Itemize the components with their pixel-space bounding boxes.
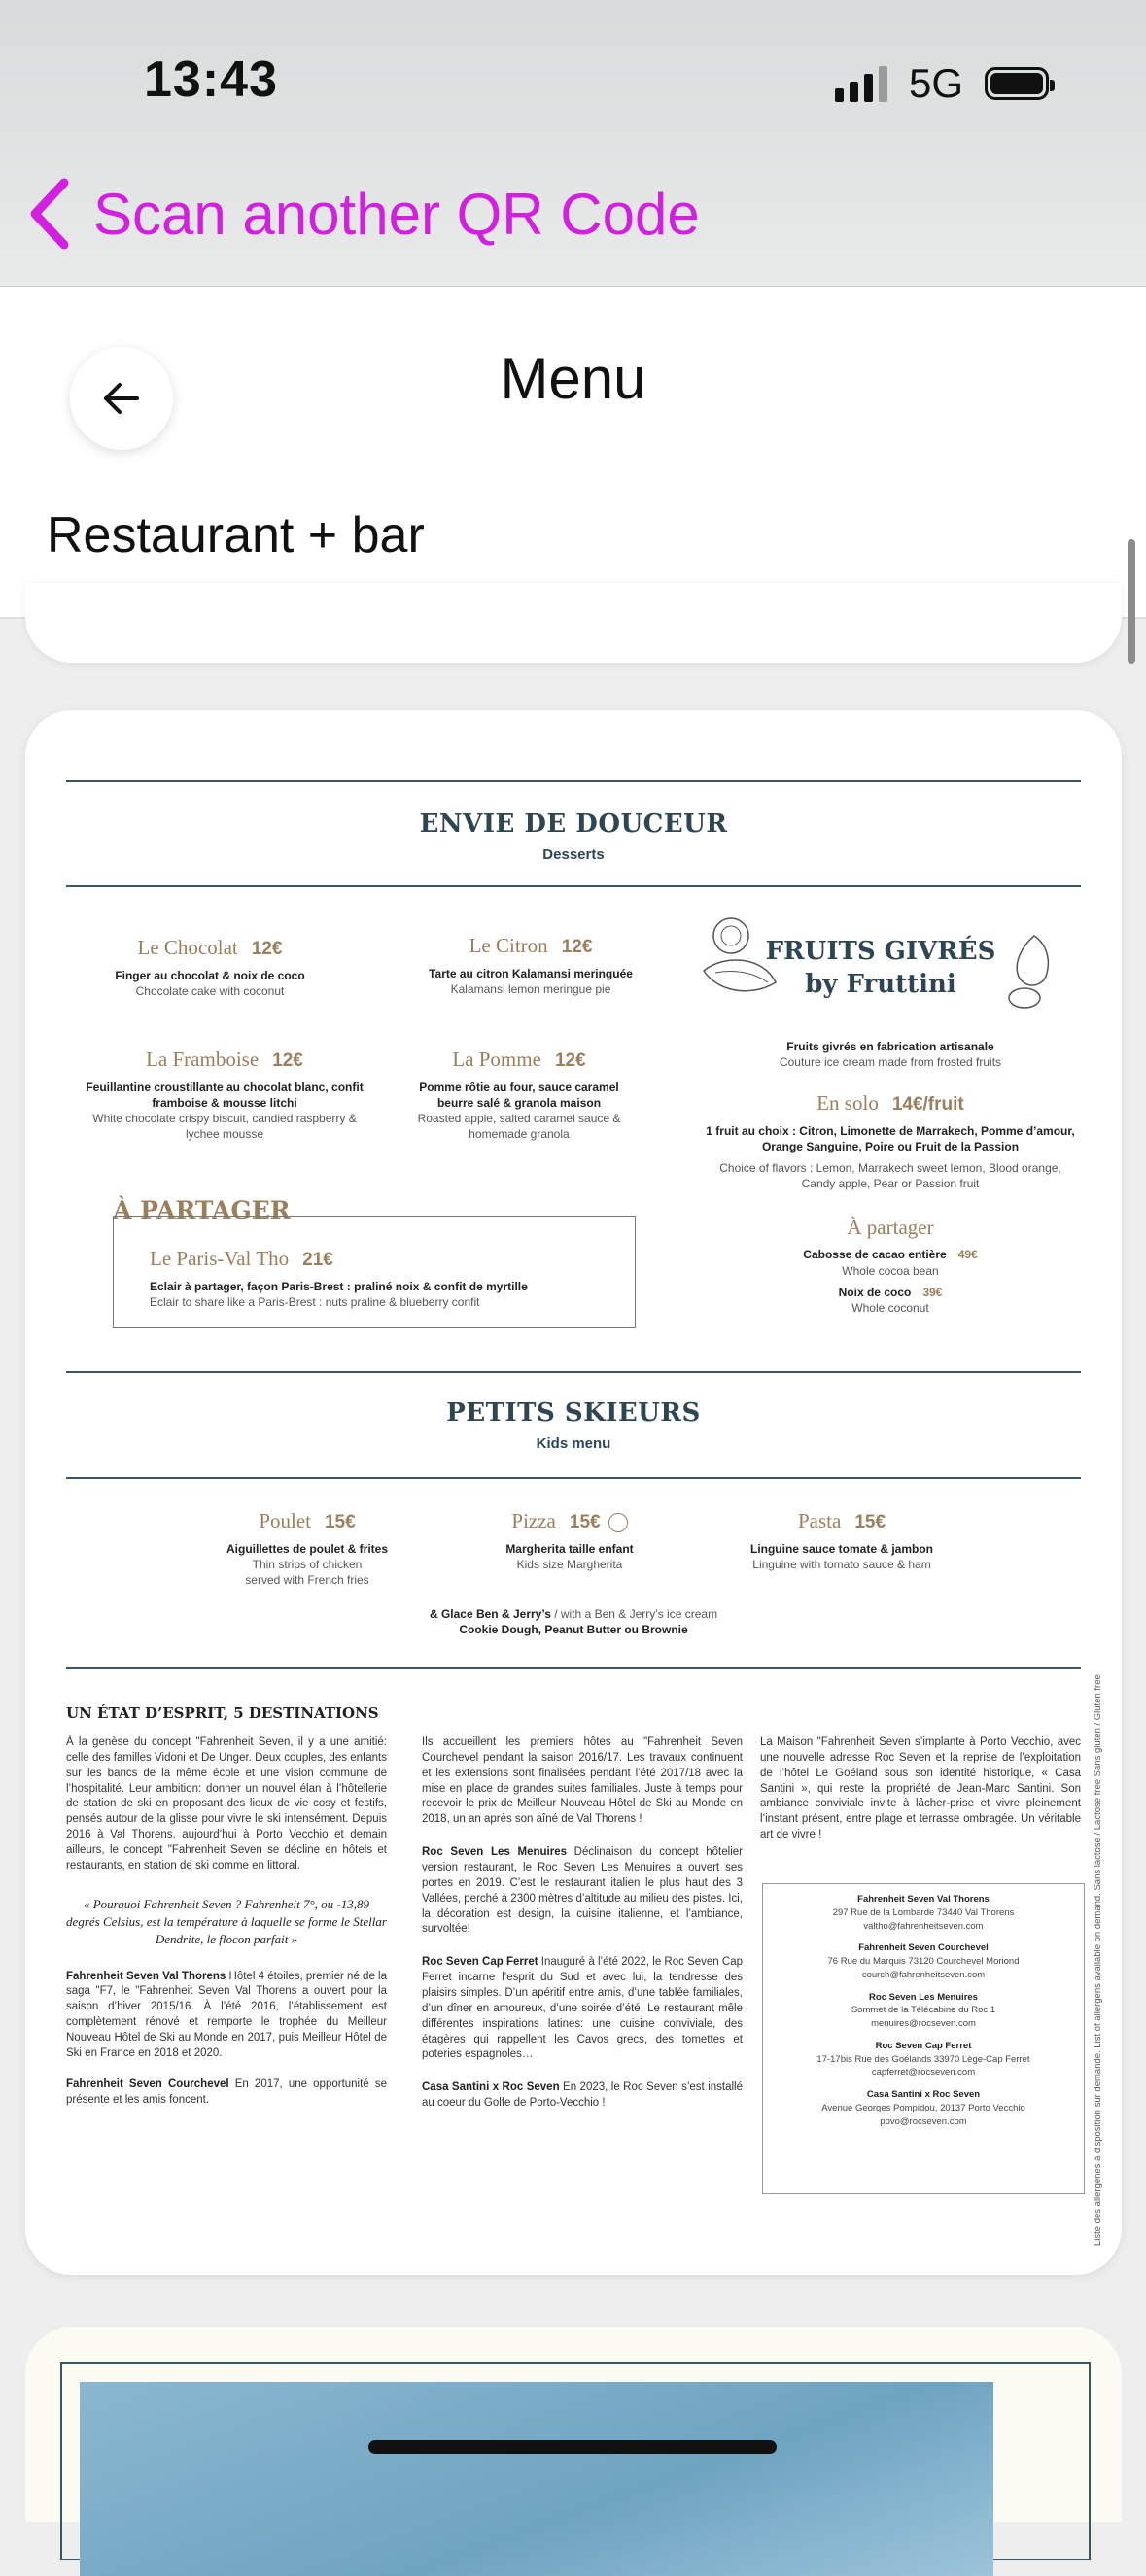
share-item-en: Whole cocoa bean <box>842 1263 939 1278</box>
dessert-fr: Finger au chocolat & noix de coco <box>115 968 305 982</box>
about-text: Hôtel 4 étoiles, premier né de la saga "F7, le "Fahrenheit Seven Val Thorens a ouvert pour la saison d’hiver 2015/16. À l’été 2016, l’établissement est complètement rénové et remporte le trophée du Meilleur Nouveau Hôtel de Ski au Monde en 2017, puis Meilleur Hôtel de Ski en France en 2018 et 2020. <box>66 1970 388 2059</box>
dessert-price: 12€ <box>554 1050 586 1071</box>
divider <box>66 780 1081 782</box>
kids-price: 15€ <box>569 1512 601 1532</box>
sharing-name: Le Paris-Val Tho <box>150 1247 290 1270</box>
desserts-subtitle: Desserts <box>542 846 605 863</box>
share-item-price: 49€ <box>957 1248 978 1262</box>
dessert-fr: Feuillantine croustillante au chocolat blanc, confit framboise & mousse litchi <box>86 1080 364 1110</box>
divider <box>66 1371 1081 1373</box>
fruits-share <box>745 1214 1036 1316</box>
vegetarian-icon <box>608 1513 628 1532</box>
status-indicators <box>835 60 1049 107</box>
kids-fr: Aiguillettes de poulet & frites <box>226 1541 389 1556</box>
sharing-price: 21€ <box>302 1250 333 1270</box>
kids-price: 15€ <box>324 1512 356 1532</box>
app-header <box>0 287 1146 619</box>
dessert-price: 12€ <box>561 937 593 957</box>
share-item-en: Whole coconut <box>851 1300 929 1315</box>
about-text: Inauguré à l’été 2022, le Roc Seven Cap Ferret incarne l’esprit du Sud et avec lui, la tendresse des plaisirs simples. D’un apéritif entre amis, d’une tablée familiales, d’un dîner en amoureux, d’une soirée d’été. Le restaurant mêle différentes inspirations latines: une cuisine conviviale, des étagères qui rappellent les Cavos grecs, des tomettes et poteries espagnoles… <box>422 1956 744 2061</box>
fruits-solo <box>706 1089 1075 1191</box>
divider <box>66 1667 1081 1669</box>
share-item-name: Cabosse de cacao entière <box>803 1248 947 1262</box>
kids-ice-cream <box>317 1606 830 1637</box>
desserts-title: ENVIE DE DOUCEUR <box>419 809 728 839</box>
about-column-3 <box>760 1735 1081 1843</box>
address-name: Roc Seven Cap Ferret <box>875 2040 972 2051</box>
fruits-en: Couture ice cream made from frosted fruits <box>779 1055 1002 1070</box>
network-label: 5G <box>908 60 963 106</box>
kids-subtitle: Kids menu <box>536 1435 611 1452</box>
scan-link-label: Scan another QR Code <box>93 181 700 247</box>
kids-item <box>472 1507 667 1572</box>
menu-page-card <box>25 710 1122 2275</box>
dessert-en: Kalamansi lemon meringue pie <box>450 981 611 996</box>
about-heading: UN ÉTAT D’ESPRIT, 5 DESTINATIONS <box>66 1704 379 1722</box>
address-name: Casa Santini x Roc Seven <box>866 2089 981 2101</box>
status-time: 13:43 <box>144 52 278 108</box>
scan-another-qr-link[interactable] <box>27 177 700 251</box>
address-email[interactable]: menuires@rocseven.com <box>871 2018 976 2030</box>
dessert-item <box>385 932 677 997</box>
address-email[interactable]: capferret@rocseven.com <box>871 2067 976 2078</box>
about-column-2 <box>422 1735 743 2112</box>
fruits-title-line2: by Fruttini <box>805 969 956 999</box>
fruits-title <box>764 936 997 1002</box>
address-email[interactable]: povo@rocseven.com <box>880 2115 967 2127</box>
kids-en: Linguine with tomato sauce & ham <box>752 1557 931 1571</box>
divider <box>66 885 1081 887</box>
dessert-price: 12€ <box>251 939 283 959</box>
signal-icon <box>835 65 887 102</box>
solo-name: En solo <box>816 1091 879 1115</box>
dessert-item <box>79 1046 370 1142</box>
kids-name: Pasta <box>797 1509 842 1532</box>
sharing-item <box>150 1245 616 1310</box>
address-line: 76 Rue du Marquis 73120 Courchevel Moriond <box>827 1956 1020 1968</box>
sharing-fr: Eclair à partager, façon Paris-Brest : praliné noix & confit de myrtille <box>150 1279 528 1293</box>
battery-icon <box>985 67 1049 100</box>
dessert-en: Roasted apple, salted caramel sauce & homemade granola <box>417 1112 621 1142</box>
ice-flavours: Cookie Dough, Peanut Butter ou Brownie <box>459 1623 688 1637</box>
solo-en: Choice of flavors : Lemon, Marrakech sweet lemon, Blood orange, Candy apple, Pear or Passion fruit <box>719 1161 1061 1191</box>
dessert-name: La Pomme <box>452 1048 541 1071</box>
about-quote: « Pourquoi Fahrenheit Seven ? Fahrenheit 7°, ou -13,89 degrés Celsius, est la température à laquelle se forme le Stellar Dendrite, le flocon parfait » <box>66 1896 387 1946</box>
ice-bold: & Glace Ben & Jerry’s <box>429 1607 551 1621</box>
dessert-fr: Tarte au citron Kalamansi meringuée <box>429 966 633 980</box>
address-email[interactable]: courch@fahrenheitseven.com <box>861 1969 986 1980</box>
address-line: Sommet de la Télécabine du Roc 1 <box>851 2005 996 2016</box>
next-menu-page <box>25 2327 1122 2522</box>
dessert-fr: Pomme rôtie au four, sauce caramel beurre salé & granola maison <box>419 1080 619 1110</box>
address-name: Roc Seven Les Menuires <box>869 1991 978 2003</box>
pear-illustration-icon <box>997 926 1065 1013</box>
kids-fr: Linguine sauce tomate & jambon <box>749 1541 934 1556</box>
share-item-name: Noix de coco <box>838 1285 912 1299</box>
fruits-description <box>706 1039 1075 1070</box>
kids-item <box>210 1507 404 1588</box>
dessert-item <box>64 934 356 999</box>
chevron-left-icon <box>27 177 72 251</box>
about-bold: Fahrenheit Seven Val Thorens <box>66 1970 226 1982</box>
dessert-en: White chocolate crispy biscuit, candied raspberry & lychee mousse <box>92 1112 357 1142</box>
page-title: Menu <box>500 346 646 411</box>
address-name: Fahrenheit Seven Courchevel <box>858 1942 989 1954</box>
dessert-name: La Framboise <box>146 1048 260 1071</box>
share-item-price: 39€ <box>922 1285 943 1299</box>
browser-chrome <box>0 0 1146 287</box>
kids-item <box>725 1507 958 1572</box>
divider <box>66 1477 1081 1479</box>
dessert-en: Chocolate cake with coconut <box>135 983 285 998</box>
about-bold: Roc Seven Cap Ferret <box>422 1956 538 1969</box>
solo-price: 14€/fruit <box>891 1094 964 1115</box>
fruits-fr: Fruits givrés en fabrication artisanale <box>786 1040 994 1053</box>
kids-name: Poulet <box>259 1509 311 1532</box>
about-text: La Maison "Fahrenheit Seven s’implante à Porto Vecchio, avec une nouvelle adresse Roc Seven et la reprise de l’exploitation de l’hôtel Le Goéland sous son identité historique, « Casa Santini », qui reste la propriété de Jean-Marc Santini. Son ambiance conviviale invite à lâcher-prise et vivre pleinement l’instant présent, entre plage et terrasse ombragée. Un véritable art de vivre ! <box>760 1736 1081 1841</box>
kids-fr: Margherita taille enfant <box>505 1541 634 1556</box>
address-line: 297 Rue de la Lombarde 73440 Val Thorens <box>832 1906 1015 1918</box>
about-bold: Casa Santini x Roc Seven <box>422 2081 560 2094</box>
about-text: En 2023, le Roc Seven s’est installé au coeur du Golfe de Porto-Vecchio ! <box>422 2081 743 2110</box>
address-box <box>762 1883 1085 2194</box>
address-line: Avenue Georges Pompidou, 20137 Porto Vecchio <box>821 2102 1025 2113</box>
allergen-note-text: Liste des allergènes à disposition sur demande. List of allergens available on demand. Sans lactose / Lactose free Sans gluten / Gluten free <box>1093 1674 1103 2246</box>
home-indicator[interactable] <box>368 2440 777 2454</box>
about-text: Ils accueillent les premiers hôtes au "Fahrenheit Seven Courchevel pendant la saison 2016/17. Les travaux continuent et les extensions sont finalisées pendant l’été 2017/18 avec la mise en place de grandes suites familiales. Juste à temps pour recevoir le prix de Meilleur Nouveau Hôtel de Ski au Monde en 2018, un an après son aîné de Val Thorens ! <box>422 1736 743 1826</box>
previous-menu-page <box>25 583 1122 663</box>
tab-restaurant-bar[interactable]: Restaurant + bar <box>47 506 425 590</box>
dessert-name: Le Citron <box>469 934 548 957</box>
fruits-share-title: À partager <box>847 1216 934 1239</box>
about-text: Déclinaison du concept hôtelier version restaurant, le Roc Seven Les Menuires a ouvert ses portes en 2019. C’est le restaurant italien le plus haut des 3 Vallées, perché à 2300 mètres d’altitude au milieu des pistes. Ici, la décoration est design, la cuisine italienne, et l’ambiance, survoltée! <box>422 1846 743 1936</box>
kids-en: Thin strips of chicken served with French fries <box>245 1557 369 1588</box>
kids-price: 15€ <box>854 1512 886 1532</box>
ice-rest: / with a Ben & Jerry’s ice cream <box>550 1607 718 1621</box>
kids-en: Kids size Margherita <box>516 1557 623 1571</box>
about-bold: Fahrenheit Seven Courchevel <box>66 2078 229 2090</box>
address-email[interactable]: valtho@fahrenheitseven.com <box>863 1920 984 1932</box>
dessert-item <box>402 1046 636 1142</box>
about-text: En 2017, une opportunité se présente et les amis foncent. <box>66 2078 387 2106</box>
sharing-title: À PARTAGER <box>113 1196 291 1224</box>
dessert-name: Le Chocolat <box>137 936 238 959</box>
kids-name: Pizza <box>511 1509 556 1532</box>
about-bold: Roc Seven Les Menuires <box>422 1846 567 1859</box>
address-line: 17-17bis Rue des Goélands 33970 Lège-Cap Ferret <box>816 2053 1030 2065</box>
kids-title: PETITS SKIEURS <box>446 1398 701 1427</box>
dessert-price: 12€ <box>272 1050 303 1071</box>
address-name: Fahrenheit Seven Val Thorens <box>857 1894 990 1905</box>
next-page-photo <box>80 2382 993 2576</box>
sharing-en: Eclair to share like a Paris-Brest : nuts praline & blueberry confit <box>150 1294 480 1309</box>
allergen-note <box>1093 1507 1114 2246</box>
about-column-1 <box>66 1735 387 2108</box>
fruits-title-line1: FRUITS GIVRÉS <box>765 937 996 966</box>
about-text: À la genèse du concept "Fahrenheit Seven, il y a une amitié: celle des familles Vidoni et De Unger. Deux couples, des enfants sur les bancs de la même école et une vision commune de l’hospitalité. Leur ambition: donner un nouvel élan à l’hôtellerie de station de ski en proposant des lieux de vie cosy et festifs, pensés autour de la glisse pour vivre le ski intensément. Depuis 2016 à Val Thorens, aujourd’hui à Porto Vecchio et demain ailleurs, le concept "Fahrenheit Seven se décline en hôtels et restaurants, en station de ski comme en littoral. <box>66 1736 387 1872</box>
solo-fr: 1 fruit au choix : Citron, Limonette de Marrakech, Pomme d’amour, Orange Sanguine, Poire ou Fruit de la Passion <box>706 1123 1075 1153</box>
scrollbar[interactable] <box>1128 539 1135 664</box>
